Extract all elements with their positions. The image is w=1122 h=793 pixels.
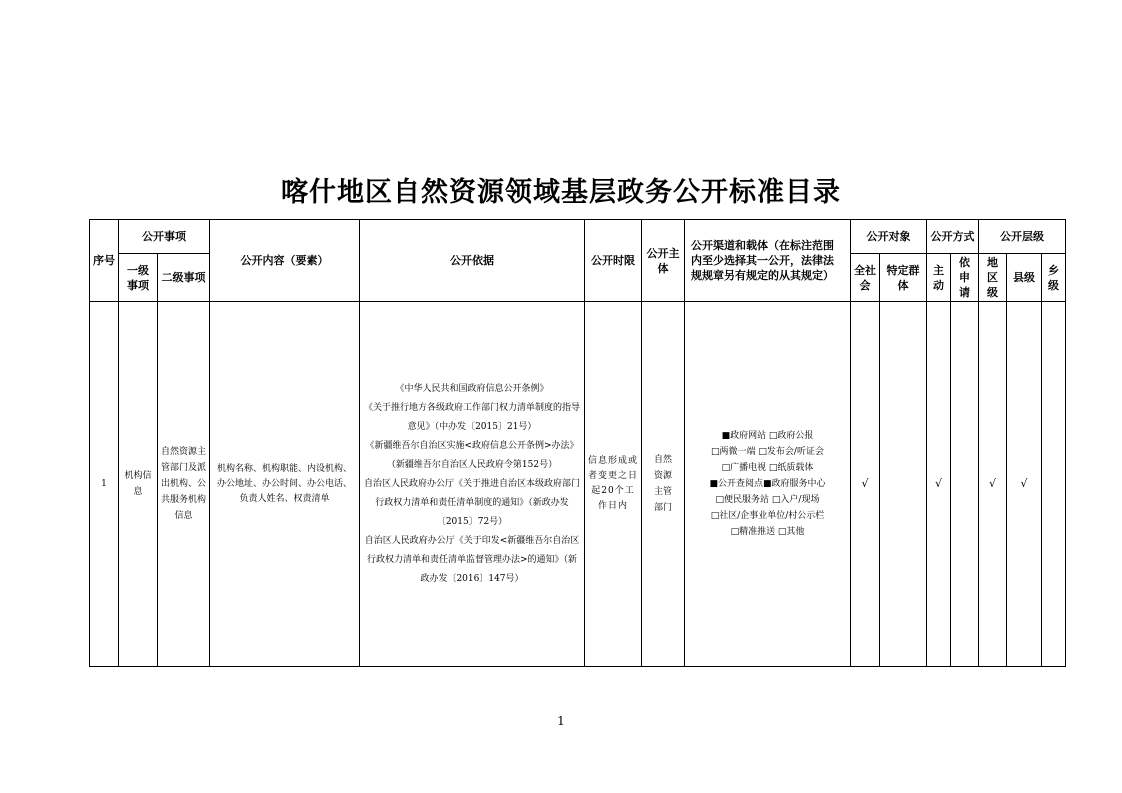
channel-line: □精准推送 □其他 [730,527,805,537]
cell-basis [360,302,585,667]
header-subject: 公开主体 [642,220,685,302]
cell-target-all: √ [851,302,880,667]
header-level-township: 乡级 [1042,254,1066,302]
header-level-county: 县级 [1007,254,1042,302]
header-method: 公开方式 [927,220,979,254]
cell-seq: 1 [90,302,119,667]
basis-line: 《中华人民共和国政府信息公开条例》 [395,383,549,394]
cell-content: 机构名称、机构职能、内设机构、办公地址、办公时间、办公电话、负责人姓名、权责清单 [210,302,360,667]
cell-level-township [1042,302,1066,667]
header-method-active: 主动 [927,254,951,302]
cell-level2: 自然资源主管部门及派出机构、公共服务机构信息 [158,302,210,667]
channel-line: □两微一端 □发布会/听证会 [711,447,824,457]
basis-line: 自治区人民政府办公厅《关于推进自治区本级政府部门行政权力清单和责任清单制度的通知》（新政办发〔2015〕72号） [363,478,580,527]
basis-line: 《新疆维吾尔自治区实施<政府信息公开条例>办法》（新疆维吾尔自治区人民政府令第152号） [365,440,579,470]
header-channels: 公开渠道和载体（在标注范围内至少选择其一公开，法律法规规章另有规定的从其规定） [685,220,851,302]
channel-line: □广播电视 □纸质载体 [721,463,814,473]
cell-level-prefecture: √ [979,302,1007,667]
cell-channels [685,302,851,667]
header-level2: 二级事项 [158,254,210,302]
header-target-all: 全社会 [851,254,880,302]
cell-level-county: √ [1007,302,1042,667]
header-level: 公开层级 [979,220,1066,254]
page-title: 喀什地区自然资源领域基层政务公开标准目录 [281,177,841,208]
cell-method-request [951,302,979,667]
cell-level1: 机构信息 [119,302,158,667]
header-time-limit: 公开时限 [585,220,642,302]
channel-line: ■政府网站 □政府公报 [721,431,814,441]
cell-time-limit: 信息形成或者变更之日起20个工作日内 [585,302,642,667]
header-seq: 序号 [90,220,119,302]
header-content: 公开内容（要素） [210,220,360,302]
channel-line: □便民服务站 □入户/现场 [715,495,820,505]
basis-line: 《关于推行地方各级政府工作部门权力清单制度的指导意见》（中办发〔2015〕21号） [363,402,580,432]
cell-subject: 自然资源主管部门 [642,302,685,667]
catalog-table [89,219,1066,667]
header-target: 公开对象 [851,220,927,254]
cell-method-active: √ [927,302,951,667]
table-row [90,302,1066,667]
header-basis: 公开依据 [360,220,585,302]
header-level1: 一级事项 [119,254,158,302]
basis-line: 自治区人民政府办公厅《关于印发<新疆维吾尔自治区行政权力清单和责任清单监督管理办法>的通知》（新政办发〔2016〕147号） [364,535,580,584]
channel-line: ■公开查阅点■政府服务中心 [709,479,826,489]
page-number: 1 [557,714,565,728]
header-method-request: 依申请 [951,254,979,302]
header-items: 公开事项 [119,220,210,254]
cell-target-specific [880,302,927,667]
header-target-specific: 特定群体 [880,254,927,302]
header-row-1 [90,220,1066,254]
channel-line: □社区/企事业单位/村公示栏 [710,511,825,521]
header-level-prefecture: 地区级 [979,254,1007,302]
